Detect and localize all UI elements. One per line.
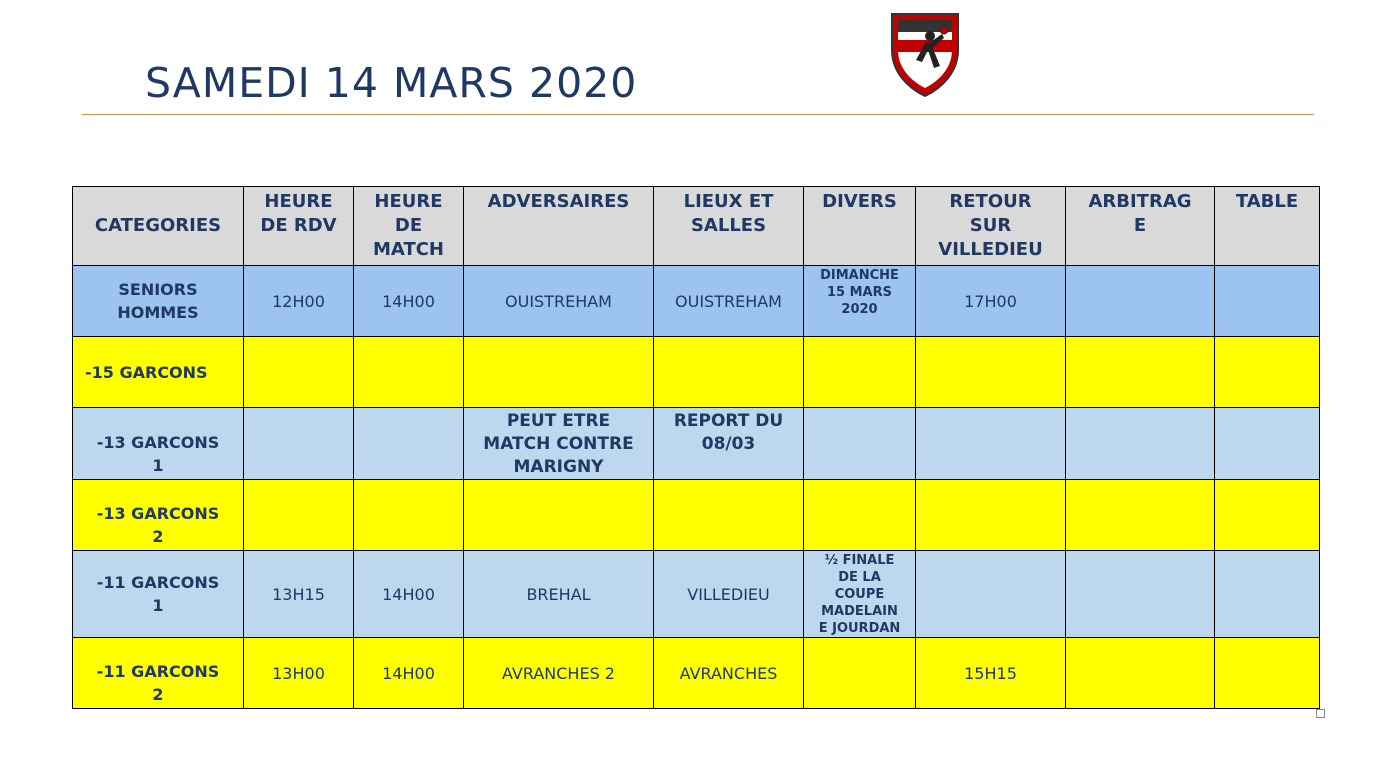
header-adversaires: ADVERSAIRES (464, 187, 654, 266)
rdv-cell: 13H15 (244, 551, 354, 638)
opponent-cell (464, 337, 654, 408)
notes-cell (804, 480, 916, 551)
return-time-cell (916, 551, 1066, 638)
match-time-cell (354, 408, 464, 480)
return-time-cell: 15H15 (916, 638, 1066, 709)
venue-cell: OUISTREHAM (654, 266, 804, 337)
resize-handle[interactable] (1316, 709, 1325, 718)
referee-cell (1066, 480, 1215, 551)
table-duty-cell (1215, 638, 1320, 709)
table-row (73, 408, 1320, 480)
referee-cell (1066, 551, 1215, 638)
header-lieux: LIEUX ET SALLES (654, 187, 804, 266)
header-divers: DIVERS (804, 187, 916, 266)
table-row (73, 551, 1320, 638)
table-duty-cell (1215, 337, 1320, 408)
match-time-cell: 14H00 (354, 638, 464, 709)
category-cell: -11 GARCONS 1 (73, 551, 244, 638)
venue-cell: REPORT DU 08/03 (654, 408, 804, 480)
rdv-cell (244, 480, 354, 551)
opponent-cell (464, 480, 654, 551)
category-cell: SENIORS HOMMES (73, 266, 244, 337)
table-row (73, 480, 1320, 551)
category-cell: -15 GARCONS (73, 337, 244, 408)
table-duty-cell (1215, 551, 1320, 638)
table-duty-cell (1215, 408, 1320, 480)
opponent-cell: PEUT ETRE MATCH CONTRE MARIGNY (464, 408, 654, 480)
venue-cell (654, 480, 804, 551)
club-logo (886, 10, 964, 100)
referee-cell (1066, 337, 1215, 408)
opponent-cell: AVRANCHES 2 (464, 638, 654, 709)
notes-cell (804, 337, 916, 408)
match-time-cell (354, 480, 464, 551)
referee-cell (1066, 408, 1215, 480)
notes-cell (804, 638, 916, 709)
header-arbitrage: ARBITRAG E (1066, 187, 1215, 266)
header-retour: RETOUR SUR VILLEDIEU (916, 187, 1066, 266)
table-duty-cell (1215, 266, 1320, 337)
category-cell: -11 GARCONS 2 (73, 638, 244, 709)
venue-cell: VILLEDIEU (654, 551, 804, 638)
return-time-cell (916, 480, 1066, 551)
match-schedule-table (72, 186, 1320, 709)
venue-cell: AVRANCHES (654, 638, 804, 709)
match-time-cell: 14H00 (354, 551, 464, 638)
return-time-cell (916, 408, 1066, 480)
rdv-cell (244, 408, 354, 480)
header-categories: CATEGORIES (73, 187, 244, 266)
notes-cell: ½ FINALE DE LA COUPE MADELAIN E JOURDAN (804, 551, 916, 638)
page-title: SAMEDI 14 MARS 2020 (145, 59, 638, 107)
notes-cell: DIMANCHE 15 MARS 2020 (804, 266, 916, 337)
rdv-cell: 12H00 (244, 266, 354, 337)
header-heure-match: HEURE DE MATCH (354, 187, 464, 266)
venue-cell (654, 337, 804, 408)
rdv-cell (244, 337, 354, 408)
title-underline (82, 114, 1314, 115)
table-duty-cell (1215, 480, 1320, 551)
return-time-cell (916, 337, 1066, 408)
table-row (73, 337, 1320, 408)
opponent-cell: BREHAL (464, 551, 654, 638)
referee-cell (1066, 638, 1215, 709)
header-row (73, 187, 1320, 266)
table-row (73, 266, 1320, 337)
notes-cell (804, 408, 916, 480)
return-time-cell: 17H00 (916, 266, 1066, 337)
category-cell: -13 GARCONS 2 (73, 480, 244, 551)
header-heure-rdv: HEURE DE RDV (244, 187, 354, 266)
opponent-cell: OUISTREHAM (464, 266, 654, 337)
rdv-cell: 13H00 (244, 638, 354, 709)
match-time-cell: 14H00 (354, 266, 464, 337)
table-row (73, 638, 1320, 709)
match-time-cell (354, 337, 464, 408)
header-table: TABLE (1215, 187, 1320, 266)
referee-cell (1066, 266, 1215, 337)
category-cell: -13 GARCONS 1 (73, 408, 244, 480)
